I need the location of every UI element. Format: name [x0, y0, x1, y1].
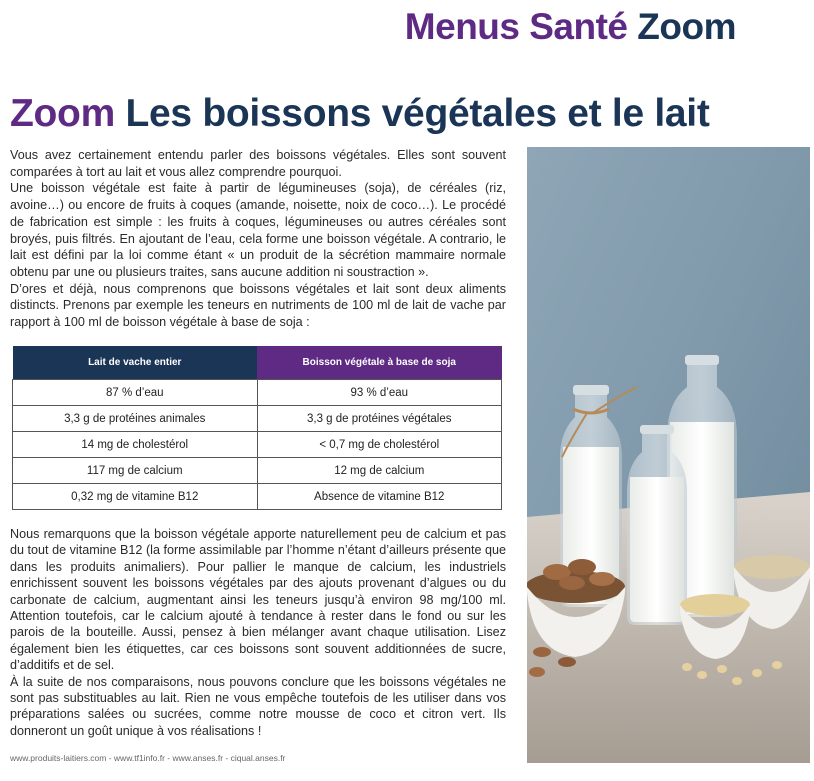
intro-paragraph: Une boisson végétale est faite à partir de légumineuses (soja), de céréales (riz, avoine…) ou encore de fruits à coques (amande, noisette, noix de coco…). Le procédé de fabrication est simple : les fruits à coques, légumineuses ou autres céréales sont broyés, puis filtrés. En ajoutant de l’eau, cela forme une boisson végétale. A contrario, le lait est défini par la loi comme étant « un produit de la sécrétion mammaire normale obtenu par une ou plusieurs traites, sans aucune addition ni soustraction ».	[10, 181, 506, 279]
intro-paragraph: Vous avez certainement entendu parler des boissons végétales. Elles sont souvent comparées à tort au lait et vous allez comprendre pourquoi.	[10, 148, 506, 179]
section-header	[405, 6, 736, 48]
table-cell: < 0,7 mg de cholestérol	[257, 432, 502, 458]
body-paragraph: À la suite de nos comparaisons, nous pouvons conclure que les boissons végétales ne sont pas substituables au lait. Rien ne vous empêche toutefois de les utiliser dans vos préparations salées ou sucrées, comme notre mousse de coco et citron vert. Ils donneront un goût unique à vos réalisations !	[10, 674, 506, 738]
column-header-soy-drink: Boisson végétale à base de soja	[257, 346, 502, 380]
milk-bottles-photo	[527, 147, 810, 763]
table-row	[13, 458, 502, 484]
table-cell: 3,3 g de protéines animales	[13, 406, 258, 432]
intro-paragraph: D’ores et déjà, nous comprenons que boissons végétales et lait sont deux aliments distincts. Prenons par exemple les teneurs en nutriments de 100 ml de lait de vache par rapport à 100 ml de boisson végétale à base de soja :	[10, 281, 506, 330]
intro-text	[10, 147, 506, 331]
table-cell: Absence de vitamine B12	[257, 484, 502, 510]
article-title-zoom: Zoom	[10, 92, 115, 135]
table-cell: 93 % d’eau	[257, 380, 502, 406]
section-header-part1: Menus Santé	[404, 6, 628, 47]
article-title	[10, 92, 710, 136]
table-header-row	[13, 346, 502, 380]
sources-line: www.produits-laitiers.com - www.tf1info.fr - www.anses.fr - ciqual.anses.fr	[10, 753, 286, 763]
section-header-part2: Zoom	[637, 6, 736, 47]
nutrient-comparison-table	[12, 346, 502, 510]
conclusion-text	[10, 526, 506, 739]
table-cell: 14 mg de cholestérol	[13, 432, 258, 458]
table-cell: 87 % d’eau	[13, 380, 258, 406]
table-cell: 12 mg de calcium	[257, 458, 502, 484]
table-cell: 117 mg de calcium	[13, 458, 258, 484]
column-header-cow-milk: Lait de vache entier	[13, 346, 258, 380]
article-title-main: Les boissons végétales et le lait	[125, 92, 710, 135]
table-cell: 0,32 mg de vitamine B12	[13, 484, 258, 510]
body-paragraph: Nous remarquons que la boisson végétale apporte naturellement peu de calcium et pas du tout de vitamine B12 (la forme assimilable par l’homme n’étant d’ailleurs présente que dans les produits animaliers). Pour pallier le manque de calcium, les industriels enrichissent souvent les boissons végétales par des ajouts provenant d’algues ou du carbonate de calcium, augmentant ainsi les teneurs jusqu’à environ 98 mg/100 ml. Attention toutefois, car le calcium ajouté à tendance à rester dans le fond ou sur les parois de la bouteille. Aussi, pensez à bien mélanger avant chaque utilisation. Lisez également bien les étiquettes, car ces boissons sont souvent additionnées de sucre, d’additifs et de sel.	[10, 527, 506, 673]
table-row	[13, 432, 502, 458]
table-cell: 3,3 g de protéines végétales	[257, 406, 502, 432]
table-row	[13, 484, 502, 510]
table-row	[13, 406, 502, 432]
table-row	[13, 380, 502, 406]
